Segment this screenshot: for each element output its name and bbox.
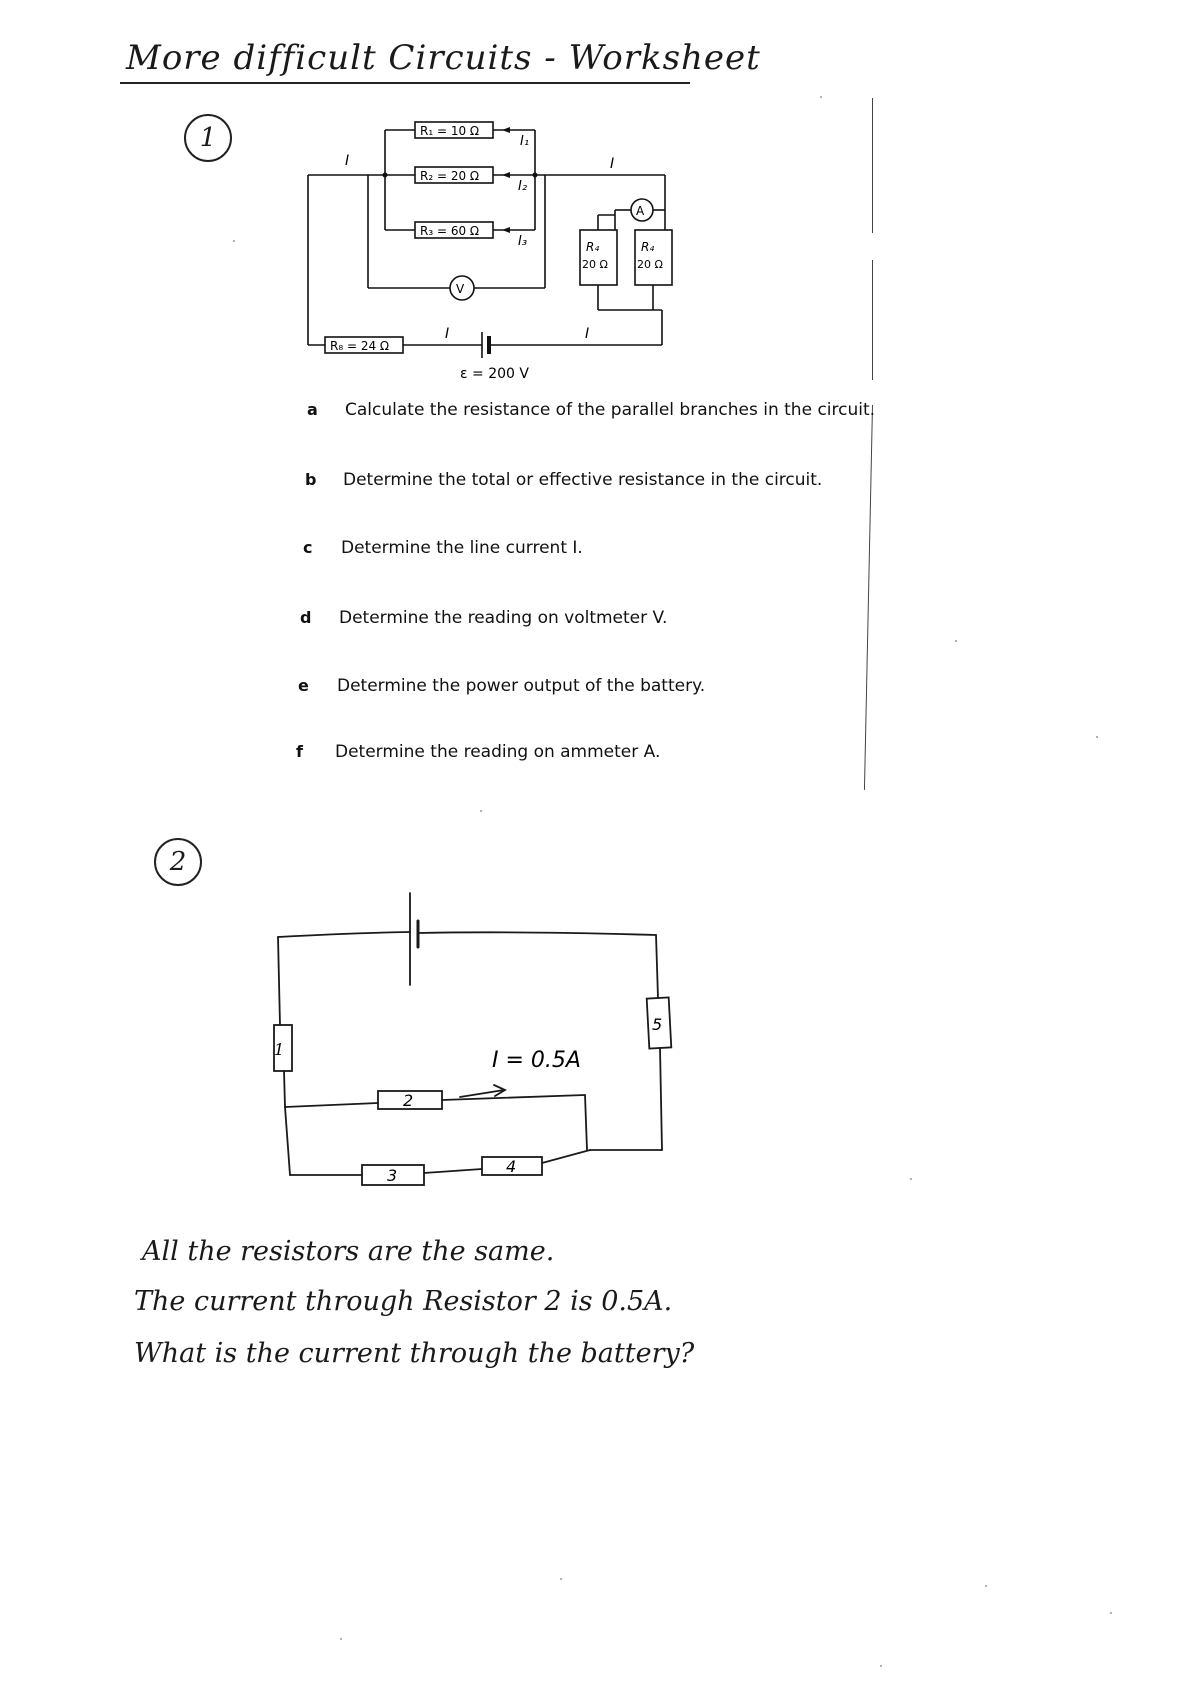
part-letter: c xyxy=(303,538,313,557)
i2-label: I₂ xyxy=(518,179,528,194)
worksheet-title: More difficult Circuits - Worksheet xyxy=(126,38,761,78)
scan-speck xyxy=(985,1585,987,1587)
scan-speck xyxy=(1096,736,1098,738)
scan-speck xyxy=(233,240,235,242)
scan-speck xyxy=(955,640,957,642)
title-underline xyxy=(120,82,690,84)
resistor-2-label: 2 xyxy=(403,1091,414,1110)
r4a-name: R₄ xyxy=(586,240,600,254)
part-letter: b xyxy=(305,470,317,489)
resistor-5-label: 5 xyxy=(652,1015,663,1034)
r4b-value: 20 Ω xyxy=(637,258,663,271)
scan-speck xyxy=(1110,1612,1112,1614)
battery-emf-label: ε = 200 V xyxy=(460,366,529,382)
voltmeter-symbol: V xyxy=(456,282,465,296)
part-letter: e xyxy=(298,676,309,695)
r8-label: R₈ = 24 Ω xyxy=(330,339,390,353)
i3-label: I₃ xyxy=(518,234,528,249)
i1-label: I₁ xyxy=(520,134,530,149)
question-1-circuit-diagram xyxy=(290,110,710,390)
question-2-circuit-diagram xyxy=(260,885,700,1205)
scan-speck xyxy=(340,1638,342,1640)
r2-label: R₂ = 20 Ω xyxy=(420,169,480,183)
current-i-label: I xyxy=(445,326,450,342)
r3-label: R₃ = 60 Ω xyxy=(420,224,480,238)
current-i-label: I xyxy=(610,156,615,172)
current-i-label: I xyxy=(585,326,590,342)
part-letter: a xyxy=(307,400,318,419)
question-2-line-1: All the resistors are the same. xyxy=(142,1236,555,1267)
part-text: Determine the total or effective resistance in the circuit. xyxy=(343,470,823,490)
part-text: Determine the reading on ammeter A. xyxy=(335,742,661,762)
question-2-number: 2 xyxy=(154,838,202,886)
part-text: Calculate the resistance of the parallel branches in the circuit. xyxy=(345,400,876,420)
resistor-1-label: 1 xyxy=(274,1040,285,1059)
scan-speck xyxy=(560,1578,562,1580)
margin-line xyxy=(872,98,873,233)
margin-line xyxy=(872,260,873,380)
question-1-number: 1 xyxy=(184,114,232,162)
current-label: I = 0.5A xyxy=(492,1048,581,1073)
r4a-value: 20 Ω xyxy=(582,258,608,271)
part-letter: f xyxy=(296,742,303,761)
scan-speck xyxy=(480,810,482,812)
scan-speck xyxy=(910,1178,912,1180)
part-letter: d xyxy=(300,608,312,627)
part-text: Determine the line current I. xyxy=(341,538,583,558)
part-text: Determine the power output of the battery. xyxy=(337,676,706,696)
question-2-line-3: What is the current through the battery? xyxy=(134,1338,695,1369)
margin-line xyxy=(864,405,873,790)
ammeter-symbol: A xyxy=(636,204,645,218)
question-2-line-2: The current through Resistor 2 is 0.5A. xyxy=(134,1286,673,1317)
part-text: Determine the reading on voltmeter V. xyxy=(339,608,668,628)
r1-label: R₁ = 10 Ω xyxy=(420,124,480,138)
scan-speck xyxy=(880,1665,882,1667)
current-i-label: I xyxy=(345,153,350,169)
resistor-3-label: 3 xyxy=(387,1166,398,1185)
scan-speck xyxy=(820,96,822,98)
r4b-name: R₄ xyxy=(641,240,655,254)
resistor-4-label: 4 xyxy=(506,1157,517,1176)
